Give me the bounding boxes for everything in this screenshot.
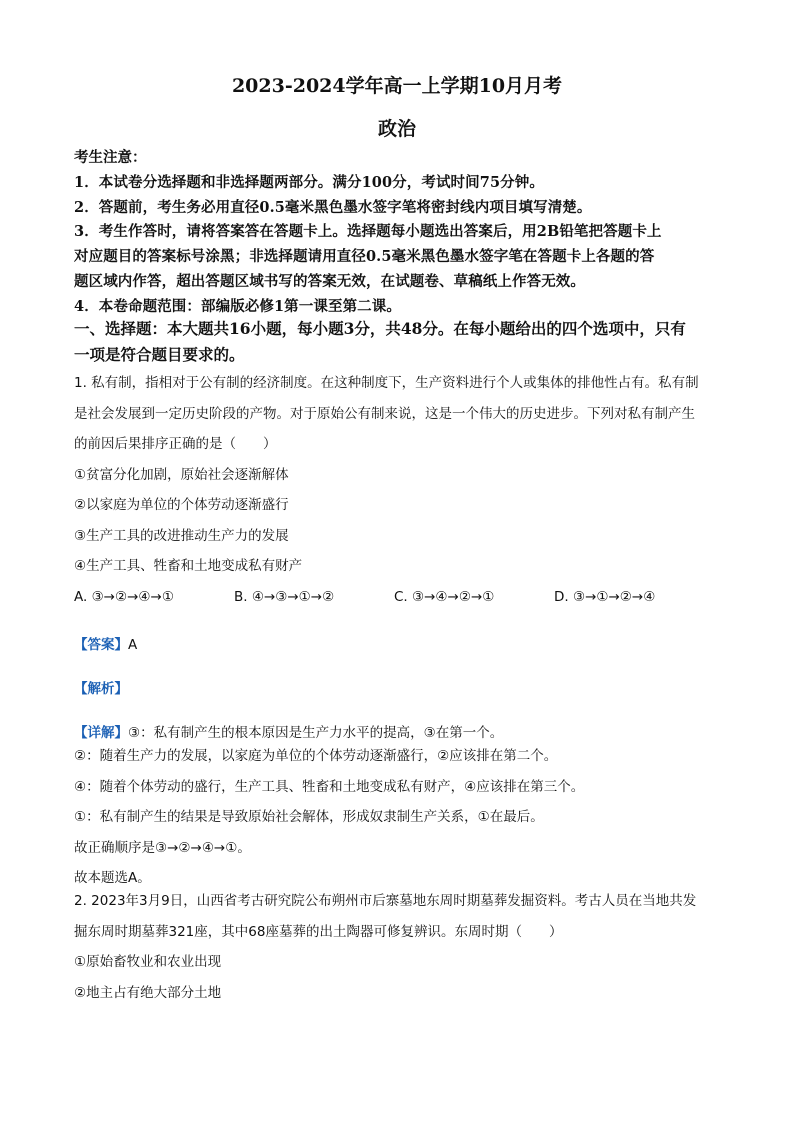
- statement-item: ②以家庭为单位的个体劳动逐渐盛行: [74, 497, 289, 513]
- detail-text: ③：私有制产生的根本原因是生产力水平的提高，③在第一个。: [128, 724, 504, 741]
- question-stem-line: 的前因后果排序正确的是（ ）: [74, 436, 277, 452]
- section-line: 一项是符合题目要求的。: [74, 345, 245, 364]
- detail-text: ①：私有制产生的结果是导致原始社会解体，形成奴隶制生产关系，①在最后。: [74, 809, 544, 825]
- statement-item: ③生产工具的改进推动生产力的发展: [74, 527, 289, 544]
- detail-text: ④：随着个体劳动的盛行，生产工具、牲畜和土地变成私有财产，④应该排在第三个。: [74, 778, 585, 795]
- notes-item: 2．答题前，考生务必用直径0.5毫米黑色墨水签字笔将密封线内项目填写清楚。: [74, 198, 592, 216]
- statement-item: ①贫富分化加剧，原始社会逐渐解体: [74, 466, 289, 483]
- statement-item: ④生产工具、牲畜和土地变成私有财产: [74, 558, 303, 574]
- notes-item: 1．本试卷分选择题和非选择题两部分。满分100分，考试时间75分钟。: [74, 173, 544, 191]
- option-d: D. ③→①→②→④: [554, 588, 656, 605]
- notes-item: 对应题目的答案标号涂黑；非选择题请用直径0.5毫米黑色墨水签字笔在答题卡上各题的答: [74, 248, 655, 266]
- answer-line: [74, 630, 720, 661]
- question-stem-line: 1. 私有制，指相对于公有制的经济制度。在这种制度下，生产资料进行个人或集体的排他性占有。私有制: [74, 375, 699, 391]
- option-c: C. ③→④→②→①: [394, 588, 495, 605]
- answer-options: [74, 582, 714, 613]
- section-line: 一、选择题：本大题共16小题，每小题3分，共48分。在每小题给出的四个选项中，只有: [74, 319, 686, 338]
- exam-title: 2023-2024学年高一上学期10月月考: [231, 75, 563, 97]
- answer-value: A: [128, 636, 138, 653]
- question-1: [74, 368, 720, 612]
- question-stem-line: 掘东周时期墓葬321座，其中68座墓葬的出土陶器可修复辨识。东周时期（ ）: [74, 923, 563, 940]
- option-b: B. ④→③→①→②: [234, 588, 335, 605]
- detail-tag: 【详解】: [74, 724, 128, 741]
- detail-text: 故正确顺序是③→②→④→①。: [74, 839, 251, 856]
- analysis-tag: 【解析】: [74, 680, 128, 697]
- exam-subject: 政治: [377, 118, 416, 140]
- option-a: A. ③→②→④→①: [74, 588, 174, 605]
- section-heading: [74, 316, 720, 368]
- analysis-line: [74, 674, 720, 705]
- detail-text: ②：随着生产力的发展，以家庭为单位的个体劳动逐渐盛行，②应该排在第二个。: [74, 748, 558, 764]
- statement-item: ①原始畜牧业和农业出现: [74, 954, 222, 970]
- notes-heading: 考生注意：: [74, 149, 147, 166]
- question-stem-line: 2. 2023年3月9日，山西省考古研究院公布朔州市后寨墓地东周时期墓葬发掘资料。考古人员在当地共发: [74, 893, 697, 909]
- notes-item: 4．本卷命题范围：部编版必修1第一课至第二课。: [74, 297, 401, 315]
- notes-item: 题区域内作答，超出答题区域书写的答案无效，在试题卷、草稿纸上作答无效。: [74, 272, 585, 290]
- question-stem-line: 是社会发展到一定历史阶段的产物。对于原始公有制来说，这是一个伟大的历史进步。下列对私有制产生: [74, 405, 695, 422]
- question-1-detail: [74, 741, 720, 894]
- question-2: [74, 886, 720, 1008]
- notes-item: 3．考生作答时，请将答案答在答题卡上。选择题每小题选出答案后，用2B铅笔把答题卡上: [74, 223, 662, 241]
- statement-item: ②地主占有绝大部分土地: [74, 984, 222, 1001]
- question-1-answer: [74, 616, 720, 762]
- exam-notes: [74, 146, 720, 320]
- answer-tag: 【答案】: [74, 636, 128, 653]
- detail-text: 故本题选A。: [74, 870, 151, 886]
